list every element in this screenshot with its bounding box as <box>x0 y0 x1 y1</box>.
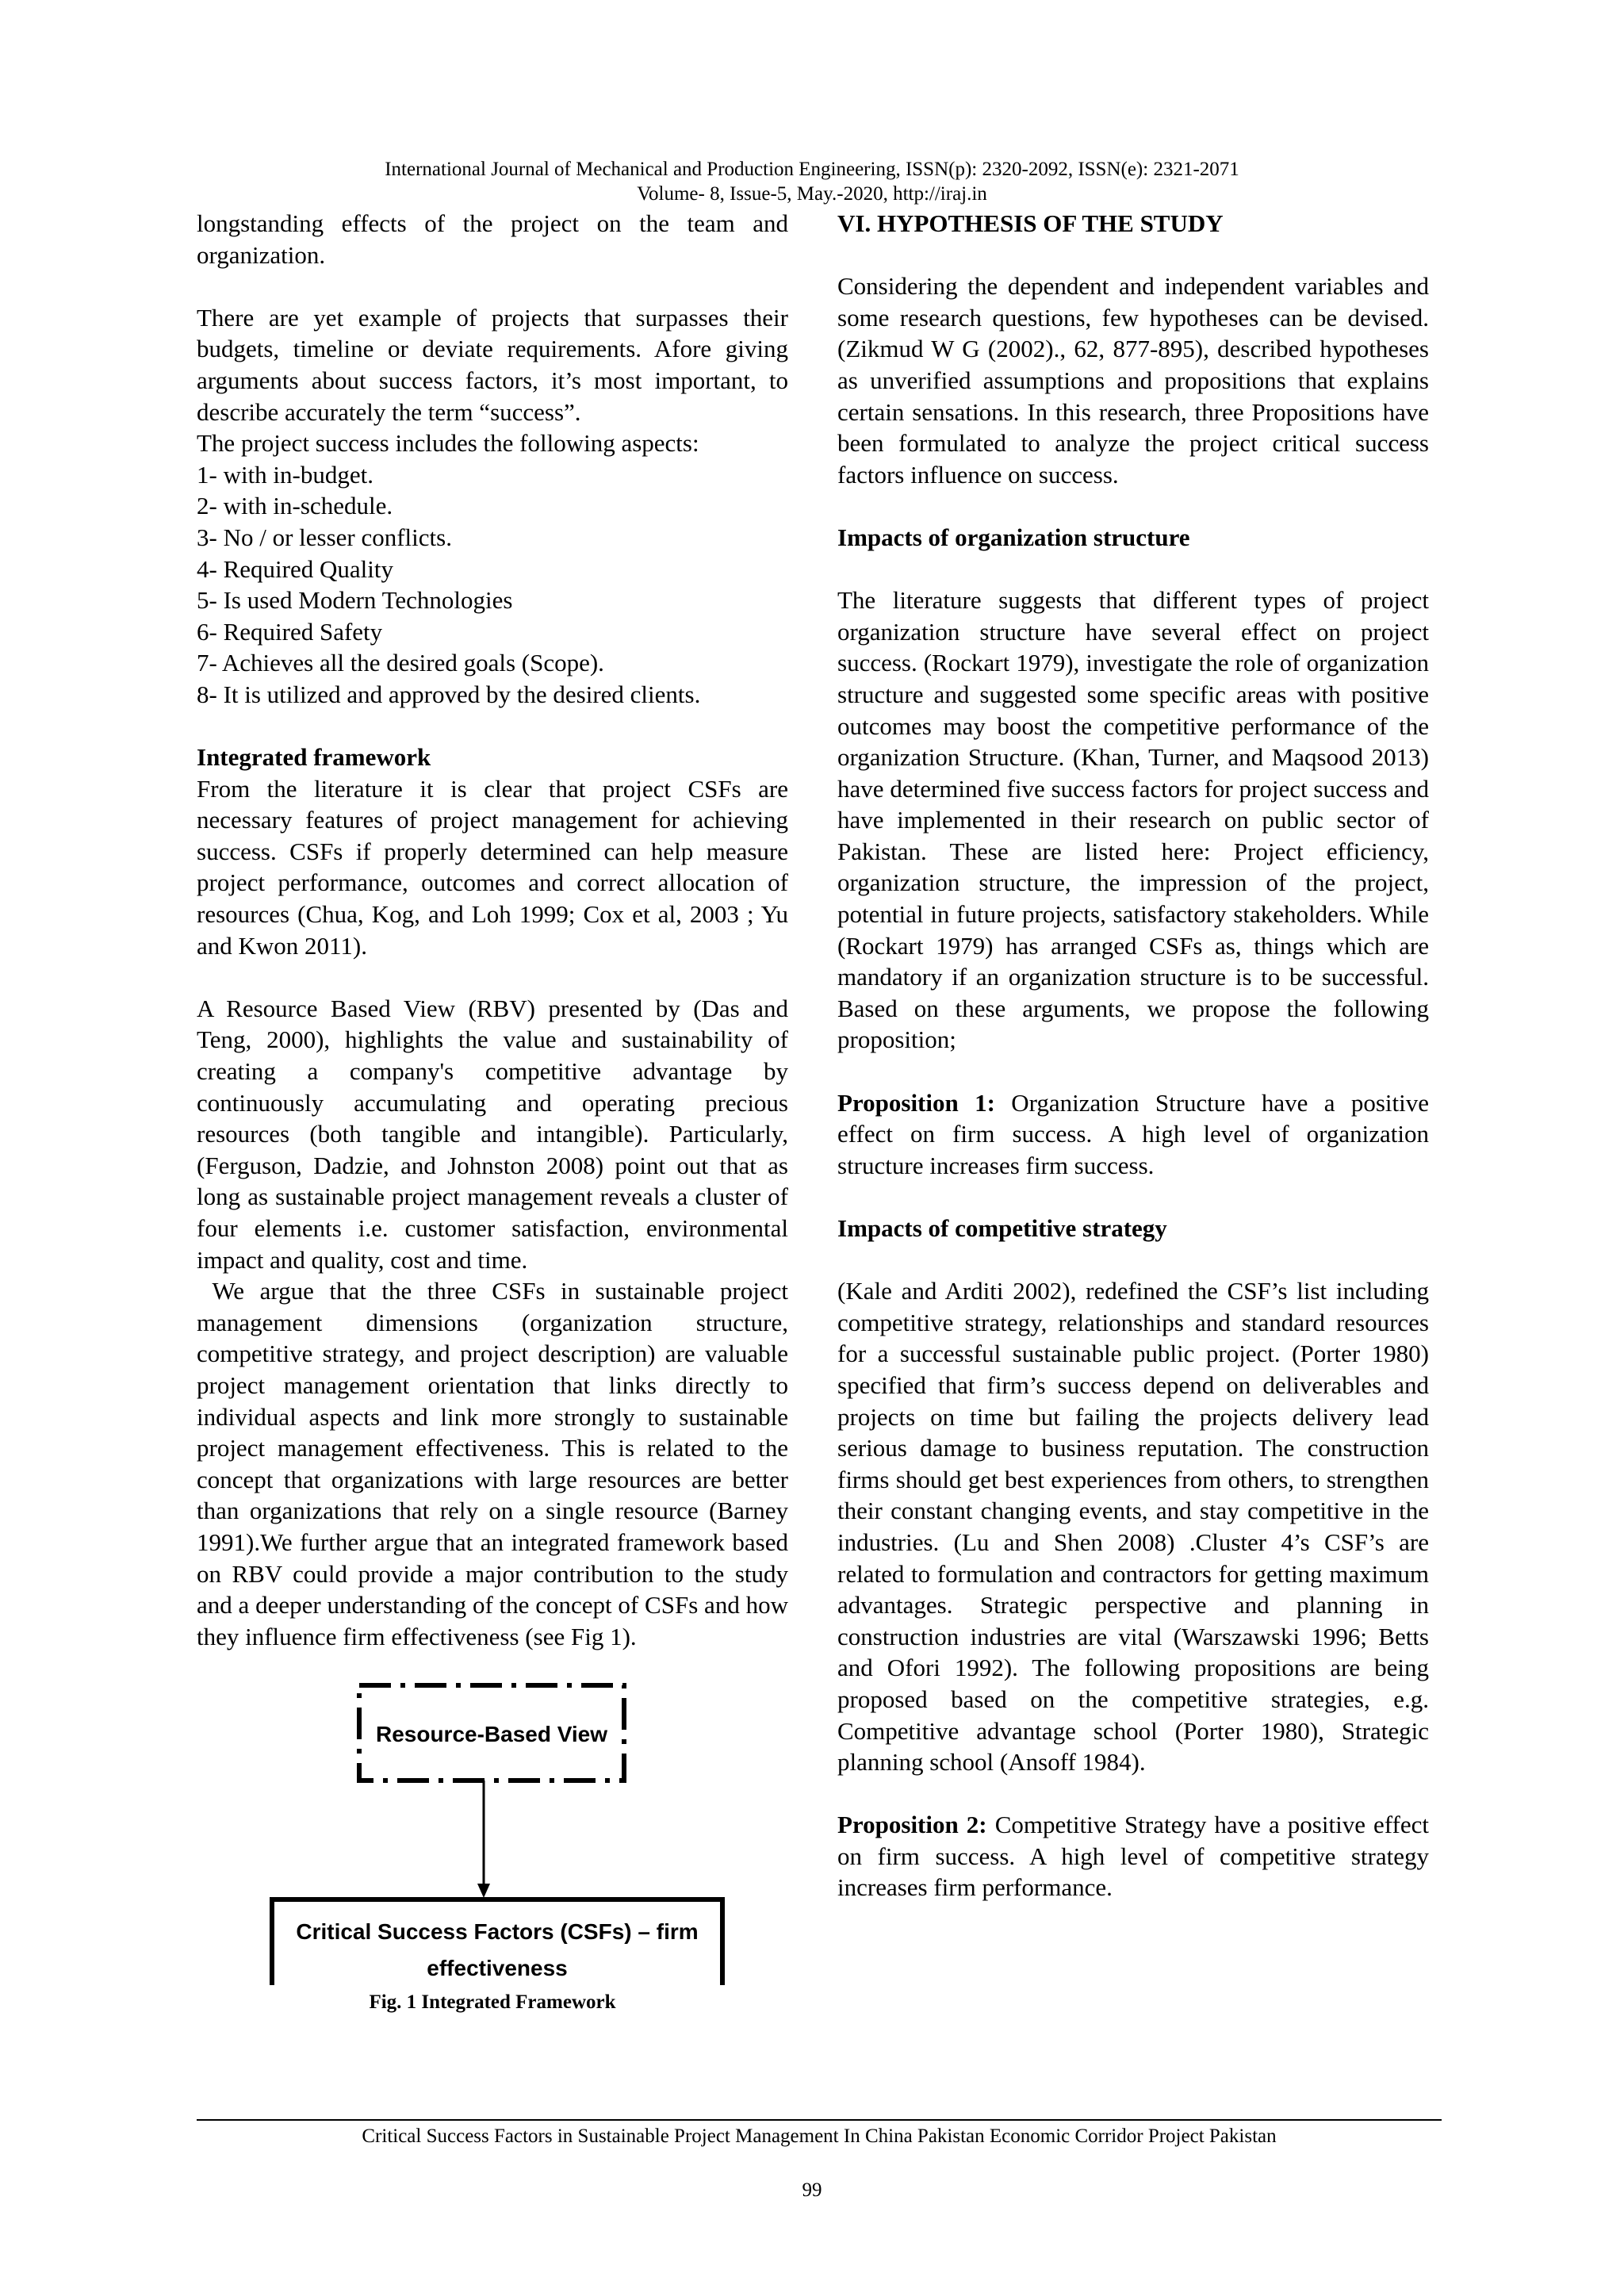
resource-based-view-label: Resource-Based View <box>375 1722 608 1747</box>
paragraph: A Resource Based View (RBV) presented by (Das and Teng, 2000), highlights the value and sustainability of creating a company's competitive advantage by continuously accumulating and operating precious resources (both tangible and intangible). Particularly, (Ferguson, Dadzie, and Johnston 2008) point out that as long as sustainable project management reveals a cluster of four elements i.e. customer satisfaction, environmental impact and quality, cost and time. <box>197 994 788 1274</box>
list-item: 5- Is used Modern Technologies <box>197 586 513 615</box>
paragraph: There are yet example of projects that surpasses their budgets, timeline or deviate requirements. Afore giving arguments about success factors, it’s most important, to describe accurately the term “success”. <box>197 303 788 426</box>
header-line-1: International Journal of Mechanical and Production Engineering, ISSN(p): 2320-2092, ISSN(e): 2321-2071 <box>385 159 1239 180</box>
section-heading: VI. HYPOTHESIS OF THE STUDY <box>837 209 1224 237</box>
list-item: 3- No / or lesser conflicts. <box>197 523 452 551</box>
subsection-heading: Integrated framework <box>197 743 431 772</box>
page-number: 99 <box>802 2179 822 2201</box>
list-item: 8- It is utilized and approved by the desired clients. <box>197 680 701 708</box>
proposition-label: Proposition 2: <box>837 1811 987 1839</box>
success-aspects-list <box>197 459 788 711</box>
csf-label-line-2: effectiveness <box>427 1956 568 1981</box>
csf-label-line-1: Critical Success Factors (CSFs) – firm <box>296 1919 699 1945</box>
paragraph: Considering the dependent and independent variables and some research questions, few hypotheses can be devised. (Zikmud W G (2002)., 62, 877-895), described hypotheses as unverified assumptions and propositions that explains certain sensations. In this research, three Propositions have been formulated to analyze the project critical success factors influence on success. <box>837 272 1429 489</box>
arrow-head-icon <box>477 1884 490 1898</box>
list-item: 6- Required Safety <box>197 617 383 646</box>
paragraph: (Kale and Arditi 2002), redefined the CSF’s list including competitive strategy, relationships and standard resources for a successful sustainable public project. (Porter 1980) specified that firm’s success depend on deliverables and projects on time but failing the projects delivery lead serious damage to business reputation. The construction firms should get best experiences from others, to strengthen their constant changing events, and stay competitive in the industries. (Lu and Shen 2008) .Cluster 4’s CSF’s are related to formulation and contractors for getting maximum advantages. Strategic perspective and planning in construction industries are vital (Warszawski 1996; Betts and Ofori 1992). The following propositions are being proposed based on the competitive strategies, e.g. Competitive advantage school (Porter 1980), Strategic planning school (Ansoff 1984). <box>837 1277 1429 1777</box>
proposition-text: Competitive Strategy have a positive effect on firm success. A high level of competitive strategy increases firm performance. <box>837 1811 1435 1902</box>
list-item: 4- Required Quality <box>197 554 393 583</box>
paragraph: From the literature it is clear that project CSFs are necessary features of project management for achieving success. CSFs if properly determined can help measure project performance, outcomes and correct allocation of resources (Chua, Kog, and Loh 1999; Cox et al, 2003 ; Yu and Kwon 2011). <box>197 774 788 960</box>
proposition-label: Proposition 1: <box>837 1088 995 1117</box>
proposition-2 <box>837 1809 1435 1903</box>
paragraph: longstanding effects of the project on the team and organization. <box>197 209 788 269</box>
footer-divider <box>197 2119 1442 2121</box>
figure-caption: Fig. 1 Integrated Framework <box>369 1991 616 2014</box>
paragraph: The literature suggests that different types of project organization structure have several effect on project success. (Rockart 1979), investigate the role of organization structure and suggested some specific areas with positive outcomes may boost the competitive performance of the organization Structure. (Khan, Turner, and Maqsood 2013) have determined five success factors for project success and have implemented in their research on public sector of Pakistan. These are listed here: Project efficiency, organization structure, the impression of the project, potential in future projects, satisfactory stakeholders. While (Rockart 1979) has arranged CSFs as, things which are mandatory if an organization structure is to be successful. Based on these arguments, we propose the following proposition; <box>837 586 1429 1054</box>
left-column <box>197 208 795 2017</box>
right-column <box>837 208 1435 1903</box>
proposition-text: Organization Structure have a positive effect on firm success. A high level of organization structure increases firm success. <box>837 1088 1435 1179</box>
list-item: 7- Achieves all the desired goals (Scope). <box>197 649 604 677</box>
subsection-heading: Impacts of competitive strategy <box>837 1214 1167 1242</box>
integrated-framework-figure <box>197 1676 788 2017</box>
framework-diagram <box>197 1676 788 1985</box>
proposition-1 <box>837 1087 1435 1182</box>
list-item: 1- with in-budget. <box>197 460 373 489</box>
footer-title: Critical Success Factors in Sustainable Project Management In China Pakistan Economic Corridor Project Pakistan <box>362 2125 1277 2147</box>
header-line-2: Volume- 8, Issue-5, May.-2020, http://iraj.in <box>637 183 987 205</box>
subsection-heading: Impacts of organization structure <box>837 523 1190 551</box>
list-item: 2- with in-schedule. <box>197 492 393 520</box>
list-intro: The project success includes the following aspects: <box>197 429 699 458</box>
paragraph: We argue that the three CSFs in sustainable project management dimensions (organization structure, competitive strategy, and project description) are valuable project management orientation that links directly to individual aspects and link more strongly to sustainable project management effectiveness. This is related to the concept that organizations with large resources are better than organizations that rely on a single resource (Barney 1991).We further argue that an integrated framework based on RBV could provide a major contribution to the study and a deeper understanding of the concept of CSFs and how they influence firm effectiveness (see Fig 1). <box>197 1277 795 1650</box>
journal-header <box>0 157 1624 206</box>
